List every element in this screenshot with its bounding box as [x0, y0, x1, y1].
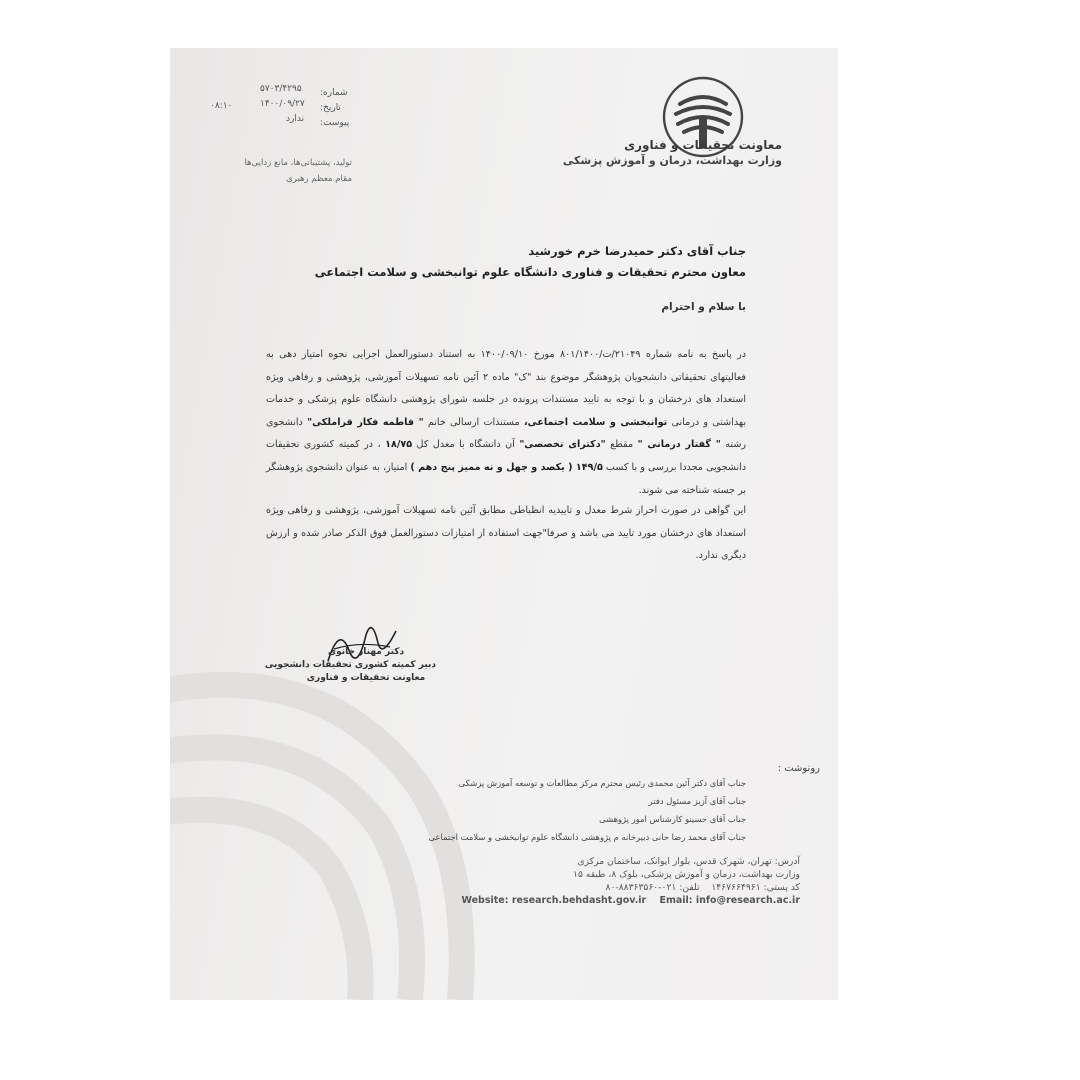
organization-name: معاونت تحقیقات و فناوری [624, 138, 782, 152]
body-paragraph-1: در پاسخ به نامه شماره ۲۱۰۴۹/ت/۸۰۱/۱۴۰۰ مورخ ۱۴۰۰/۰۹/۱۰ به استناد دستورالعمل اجرایی نحوه امتیاز دهی به فعالیتهای تحقیقاتی دانشجویان پژوهشگر موضوع بند "ک" ماده ۲ آئین نامه تسهیلات آموزشی، پژوهشی و رفاهی ویژه استعداد های درخشان و با توجه به تایید مستندات پرونده در جلسه شورای پژوهشی دانشگاه علوم پزشکی و خدمات بهداشتی و درمانی توانبخشی و سلامت اجتماعی، مستندات ارسالی خانم " فاطمه فکار قراملکی" دانشجوی رشته " گفتار درمانی " مقطع "دکترای تخصصی" آن دانشگاه با معدل کل ۱۸/۷۵ ، در کمیته کشوری تحقیقات دانشجویی مجددا بررسی و با کسب ۱۴۹/۵ ( یکصد و چهل و نه ممیز پنج دهم ) امتیاز، به عنوان دانشجوی پژوهشگر بر جسته شناخته می شوند. [266, 349, 747, 496]
attachment-value: ندارد [286, 114, 305, 124]
time-value: ۰۸:۱۰ [210, 101, 233, 111]
addressee-title: معاون محترم تحقیقات و فناوری دانشگاه علوم توانبخشی و سلامت اجتماعی [314, 265, 746, 279]
contact-web [461, 895, 800, 906]
email-text: Email: info@research.ac.ir [659, 895, 800, 906]
postal-and-phone [606, 882, 800, 893]
phone-label: تلفن: [679, 882, 700, 893]
number-label: شماره: [320, 88, 348, 98]
slogan-line1: تولید، پشتیبانی‌ها، مانع زدایی‌ها [244, 158, 352, 168]
date-label: تاریخ: [320, 103, 341, 113]
cc-title: رونوشت : [777, 763, 820, 774]
attachment-label: پیوست: [320, 118, 350, 128]
signatory-name: دکتر مهناز خانوی [327, 647, 405, 657]
date-value: ۱۴۰۰/۰۹/۲۷ [260, 99, 305, 109]
cc-item: جناب آقای حسینو کارشناس امور پژوهشی [599, 814, 746, 824]
cc-item: جناب آقای آزیز مسئول دفتر [648, 796, 746, 806]
slogan-line2: مقام معظم رهبری [286, 174, 352, 184]
phone-value: ۰۲۱-۸۸۳۶۳۵۶۰-۸۰ [605, 882, 677, 893]
signatory-office: معاونت تحقیقات و فناوری [306, 673, 426, 683]
website-text: Website: research.behdasht.gov.ir [461, 895, 647, 906]
cc-item: جناب آقای محمد رضا حانی دبیرخانه م پژوهشی دانشگاه علوم توانبخشی و سلامت اجتماعی [428, 832, 746, 842]
ministry-name: وزارت بهداشت، درمان و آموزش پزشکی [562, 154, 782, 167]
postal-value: ۱۴۶۷۶۶۴۹۶۱ [711, 882, 761, 893]
signature-block [264, 646, 436, 685]
number-value: ۵۷۰۳/۴۲۹۵ [260, 84, 302, 94]
address-line-2: وزارت بهداشت، درمان و آموزش پزشکی، بلوک ۸، طبقه ۱۵ [573, 869, 800, 880]
address-line-1: آدرس: تهران، شهرک قدس، بلوار ایوانک، ساختمان مرکزی [577, 856, 800, 867]
addressee-name: جناب آقای دکتر حمیدرضا خرم خورشید [528, 244, 746, 258]
body-paragraph-2: این گواهی در صورت احراز شرط معدل و تاییدیه انظباطی مطابق آئین نامه تسهیلات آموزشی، پژوهشی و رفاهی ویژه استعداد های درخشان مورد تایید می باشد و صرفا"جهت استفاده از امتیازات دستورالعمل فوق الذکر صادر شده و ارزش دیگری ندارد. [266, 505, 746, 562]
signatory-title: دبیر کمیته کشوری تحقیقات دانشجویی [264, 660, 436, 670]
greeting: با سلام و احترام [661, 301, 746, 313]
letter-page [170, 48, 838, 1000]
postal-label: کد پستی: [763, 882, 800, 893]
cc-item: جناب آقای دکتر آئین محمدی رئیس محترم مرکز مطالعات و توسعه آموزش پزشکی [458, 778, 746, 788]
